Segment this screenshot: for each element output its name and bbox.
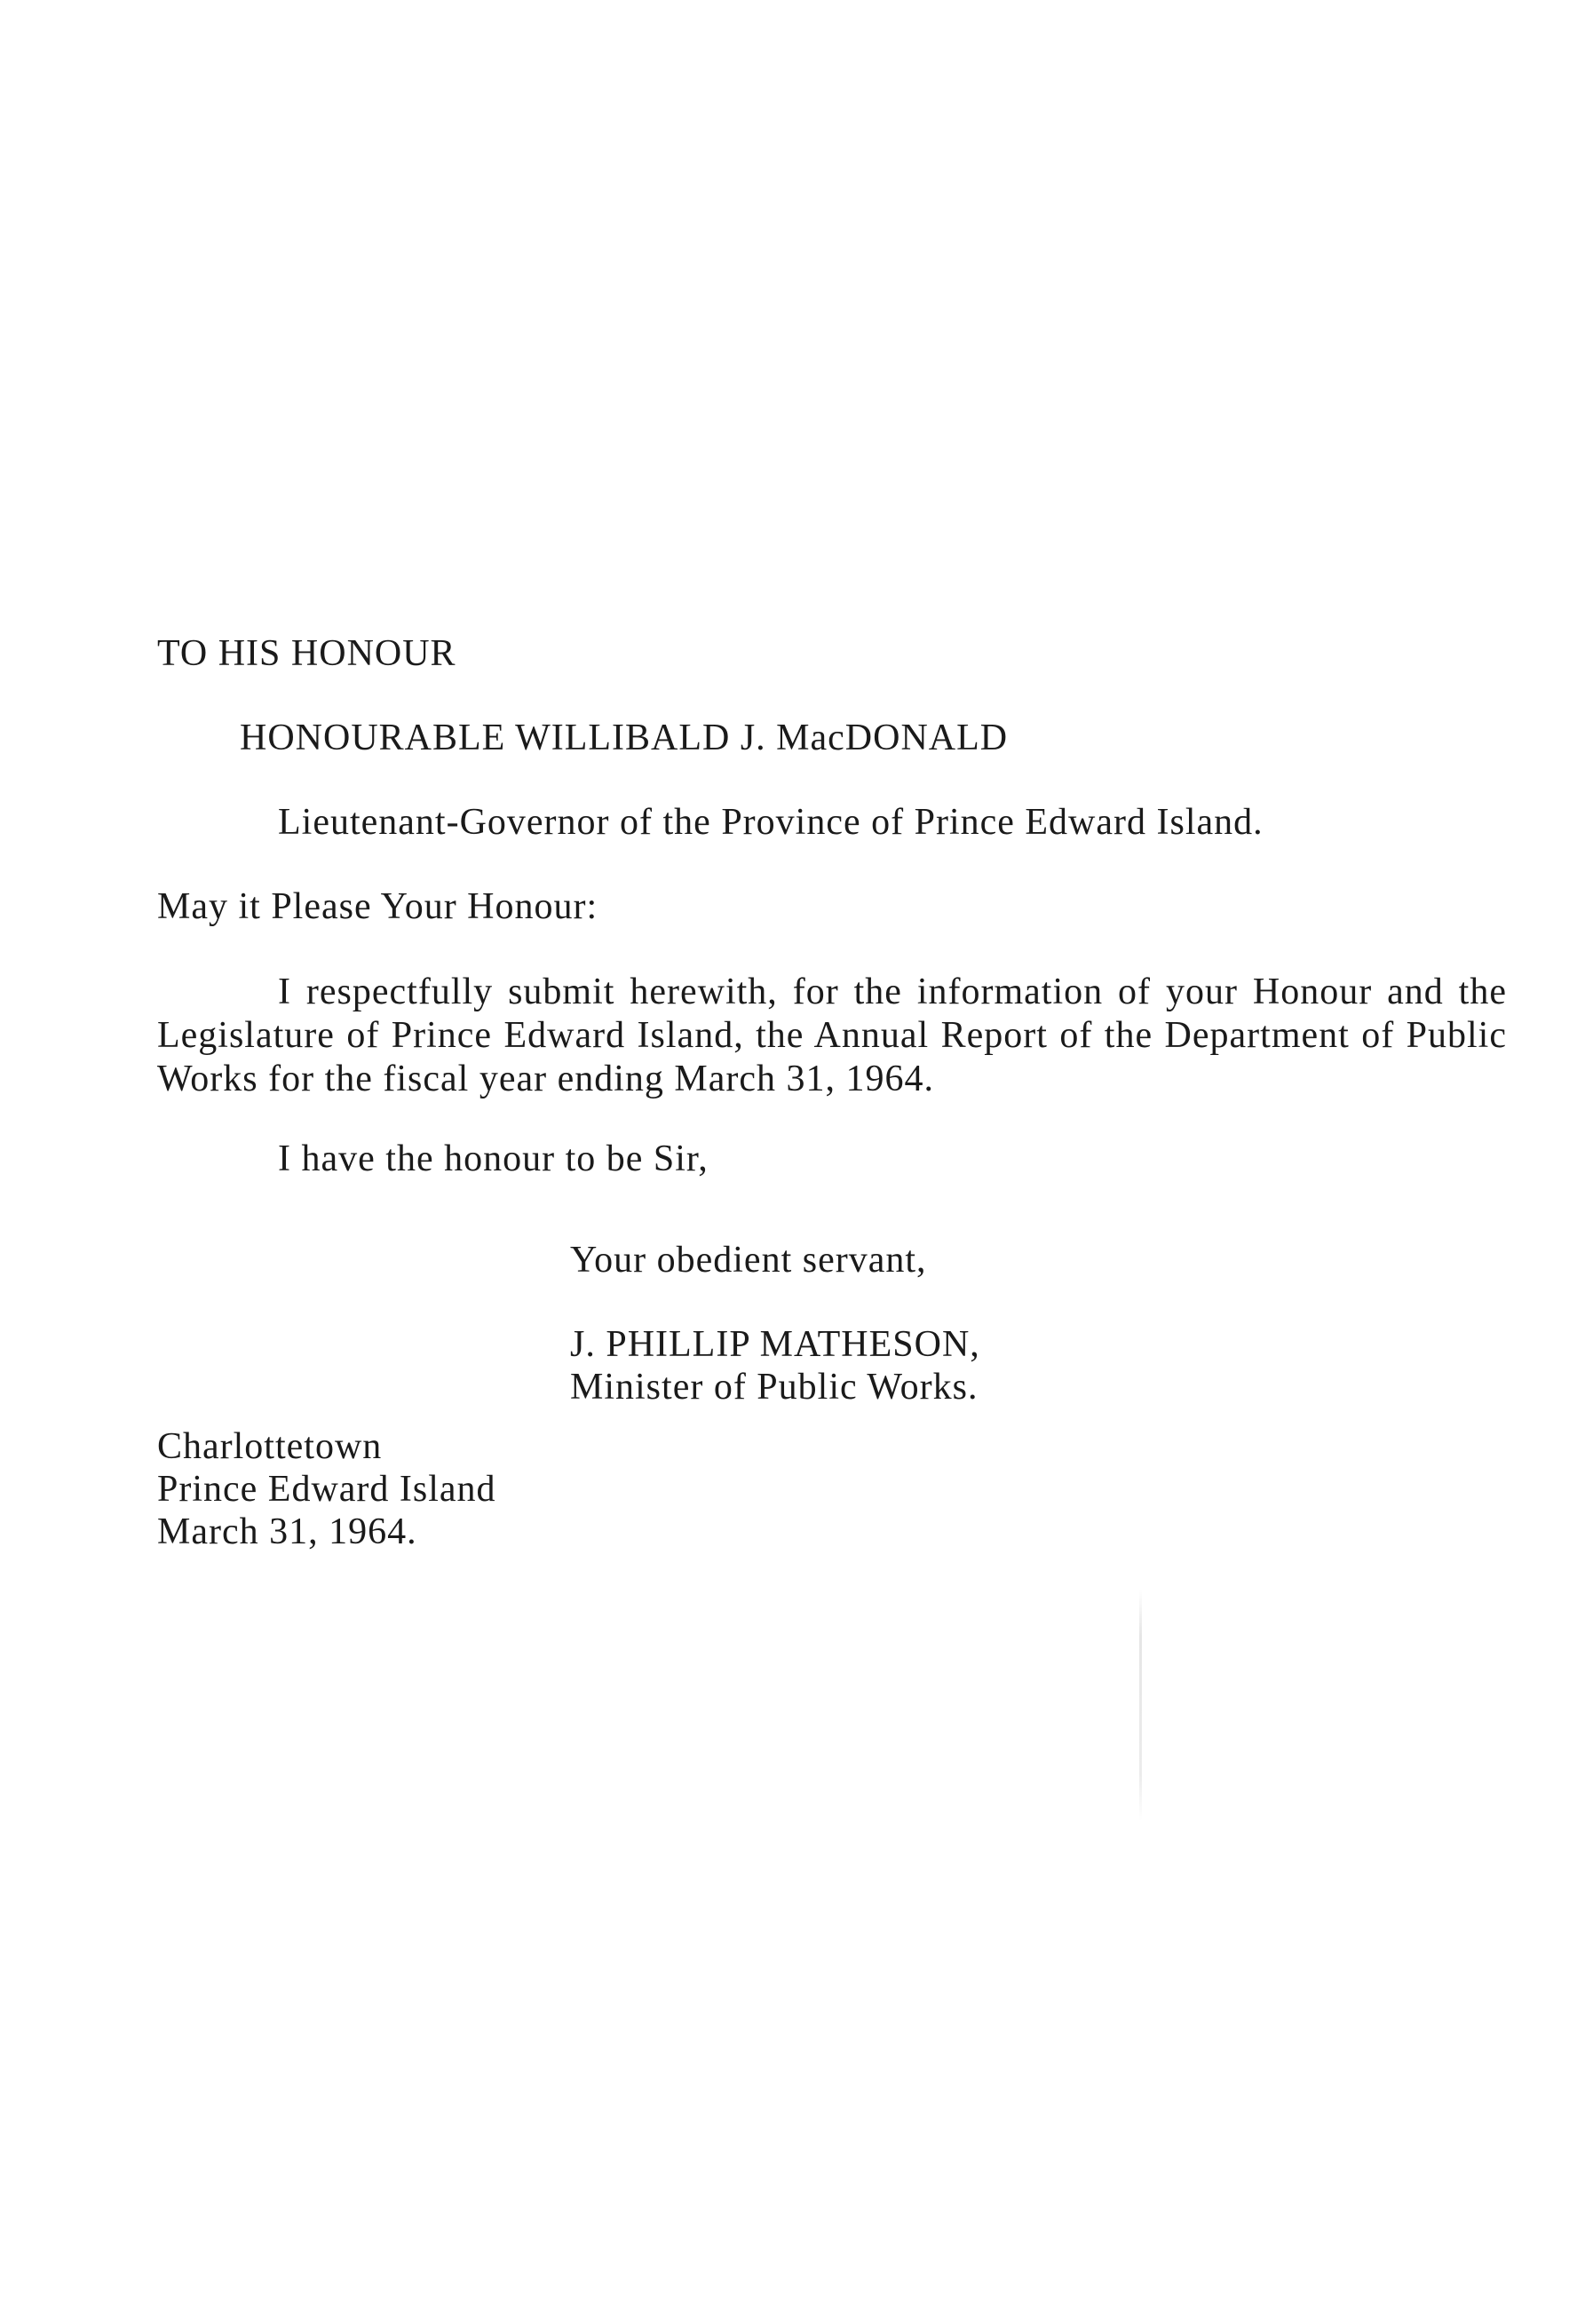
place-date-block: [157, 1425, 496, 1553]
place-city: Charlottetown: [157, 1426, 383, 1467]
salutation-to: TO HIS HONOUR: [157, 633, 456, 674]
body-paragraph: I respectfully submit herewith, for the information of your Honour and the Legislature of Prince Edward Island, the Annual Report of the Department of Public Works for the fiscal year ending March 31, 1964.: [157, 972, 1507, 1099]
addressee-title: Lieutenant-Governor of the Province of Prince Edward Island.: [278, 802, 1264, 843]
closing-line: I have the honour to be Sir,: [278, 1138, 709, 1179]
signatory-name: J. PHILLIP MATHESON,: [570, 1324, 980, 1365]
addressee-name: HONOURABLE WILLIBALD J. MacDONALD: [240, 718, 1009, 758]
greeting: May it Please Your Honour:: [157, 886, 598, 927]
signature-block: [570, 1323, 980, 1408]
complimentary-close: Your obedient servant,: [570, 1240, 927, 1281]
place-province: Prince Edward Island: [157, 1469, 496, 1510]
date: March 31, 1964.: [157, 1511, 417, 1552]
scan-mark: [1139, 1590, 1142, 1820]
signatory-title: Minister of Public Works.: [570, 1367, 979, 1408]
